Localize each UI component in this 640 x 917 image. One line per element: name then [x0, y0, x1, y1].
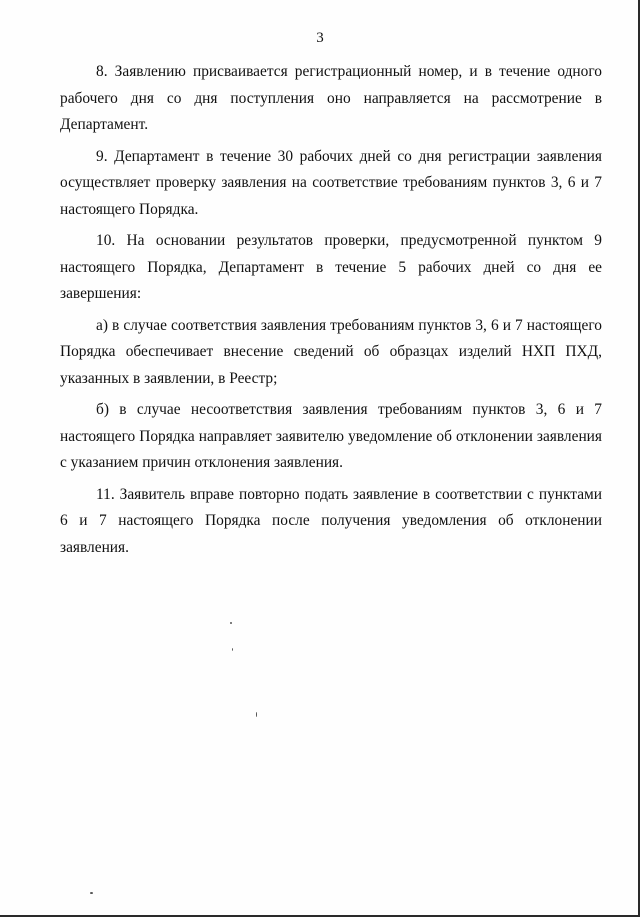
document-body: [60, 59, 602, 566]
scan-speck: [230, 622, 232, 624]
paragraph-10: 10. На основании результатов проверки, предусмотренной пунктом 9 настоящего Порядка, Департамент в течение 5 рабочих дней со дня ее завершения:: [60, 232, 602, 302]
paragraph-8: 8. Заявлению присваивается регистрационный номер, и в течение одного рабочего дня со дня поступления оно направляется на рассмотрение в Департамент.: [60, 63, 602, 133]
page-number: 3: [316, 30, 324, 46]
scan-speck: [90, 892, 93, 894]
scan-speck: [232, 648, 233, 651]
paragraph-10-a: а) в случае соответствия заявления требованиям пунктов 3, 6 и 7 настоящего Порядка обеспечивает внесение сведений об образцах изделий НХП ПХД, указанных в заявлении, в Реестр;: [60, 316, 602, 387]
paragraph-10-b: б) в случае несоответствия заявления требованиям пунктов 3, 6 и 7 настоящего Порядка направляет заявителю уведомление об отклонении заявления с указанием причин отклонения заявления.: [60, 401, 602, 471]
scan-speck: [256, 712, 257, 717]
paragraph-11: 11. Заявитель вправе повторно подать заявление в соответствии с пунктами 6 и 7 настоящего Порядка после получения уведомления об отклонении заявления.: [60, 485, 602, 556]
paragraph-9: 9. Департамент в течение 30 рабочих дней со дня регистрации заявления осуществляет проверку заявления на соответствие требованиям пунктов 3, 6 и 7 настоящего Порядка.: [60, 147, 602, 218]
